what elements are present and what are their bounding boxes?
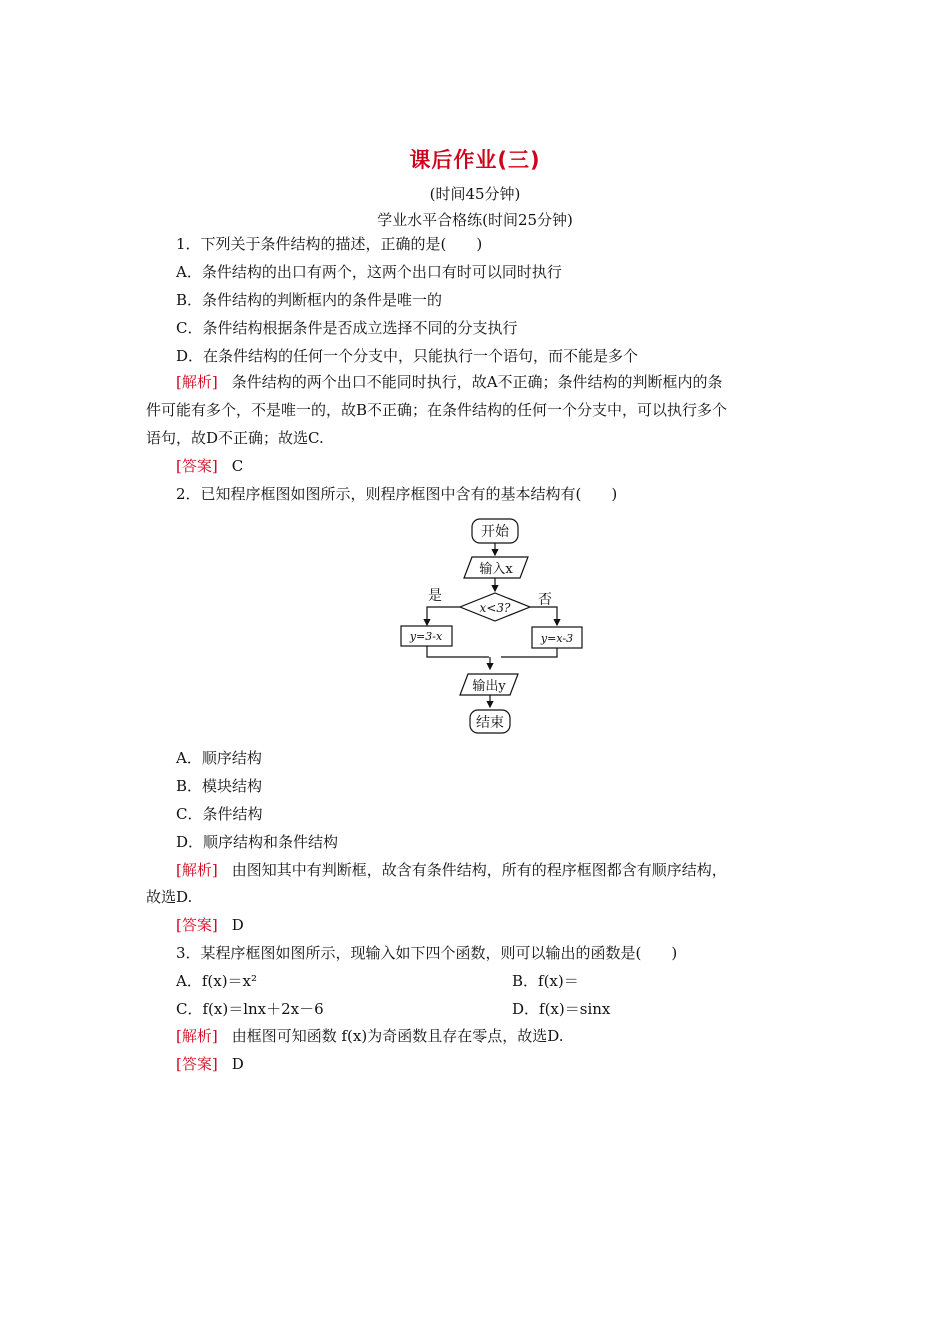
q2-option-b: B．模块结构 (176, 777, 263, 795)
q1-option-a: A．条件结构的出口有两个，这两个出口有时可以同时执行 (176, 263, 562, 281)
time-note: (时间45分钟) (429, 185, 521, 203)
q1-answer (176, 456, 243, 476)
q2-analysis-tag: [解析] (176, 861, 218, 879)
q1-answer-tag: [答案] (176, 457, 218, 475)
q3-answer-tag: [答案] (176, 1055, 218, 1073)
q1-answer-value: C (231, 457, 244, 475)
q2-stem: 2．已知程序框图如图所示，则程序框图中含有的基本结构有( ) (176, 485, 618, 503)
q1-stem: 1．下列关于条件结构的描述，正确的是( ) (176, 235, 483, 253)
end-label: 结束 (476, 715, 504, 731)
decision-label: x<3? (479, 601, 511, 615)
q1-option-c: C．条件结构根据条件是否成立选择不同的分支执行 (176, 319, 518, 337)
q2-answer-value: D (231, 916, 244, 934)
yes-label: 是 (428, 588, 442, 604)
q2-analysis-line-2: 故选D. (146, 888, 193, 906)
left-branch-label: y=3-x (409, 630, 443, 643)
right-branch-label: y=x-3 (540, 632, 574, 645)
q1-option-d: D．在条件结构的任何一个分支中，只能执行一个语句，而不能是多个 (176, 347, 639, 365)
input-label: 输入x (479, 562, 513, 577)
q1-analysis-line-1: [解析] 条件结构的两个出口不能同时执行，故A不正确；条件结构的判断框内的条 (176, 373, 723, 391)
q3-analysis: [解析] 由框图可知函数 f(x)为奇函数且存在零点，故选D. (176, 1027, 564, 1045)
q3-analysis-tag: [解析] (176, 1027, 218, 1045)
output-label: 输出y (472, 679, 506, 694)
q3-option-a: A．f(x)＝x² (176, 972, 258, 990)
q3-option-d: D．f(x)＝sinx (512, 1000, 611, 1018)
q3-answer-value: D (231, 1055, 244, 1073)
q2-answer (176, 915, 244, 935)
start-label: 开始 (481, 524, 509, 540)
q1-analysis-line-2: 件可能有多个，不是唯一的，故B不正确；在条件结构的任何一个分支中，可以执行多个 (146, 401, 728, 419)
q3-option-c: C．f(x)＝lnx＋2x－6 (176, 1000, 324, 1018)
q3-stem: 3．某程序框图如图所示，现输入如下四个函数，则可以输出的函数是( ) (176, 944, 678, 962)
section-heading: 学业水平合格练(时间25分钟) (377, 211, 573, 229)
q1-analysis-line-3: 语句，故D不正确；故选C. (146, 429, 324, 447)
q1-analysis-tag: [解析] (176, 373, 218, 391)
q2-option-d: D．顺序结构和条件结构 (176, 833, 339, 851)
no-label: 否 (538, 592, 552, 608)
q3-answer (176, 1054, 244, 1074)
q3-option-b: B．f(x)＝ (512, 972, 579, 990)
q2-option-a: A．顺序结构 (176, 749, 262, 767)
q2-answer-tag: [答案] (176, 916, 218, 934)
flowchart (390, 515, 590, 740)
page-title: 课后作业(三) (409, 148, 541, 172)
q2-analysis-line-1: [解析] 由图知其中有判断框，故含有条件结构，所有的程序框图都含有顺序结构， (176, 861, 727, 879)
q2-option-c: C．条件结构 (176, 805, 263, 823)
q1-option-b: B．条件结构的判断框内的条件是唯一的 (176, 291, 443, 309)
